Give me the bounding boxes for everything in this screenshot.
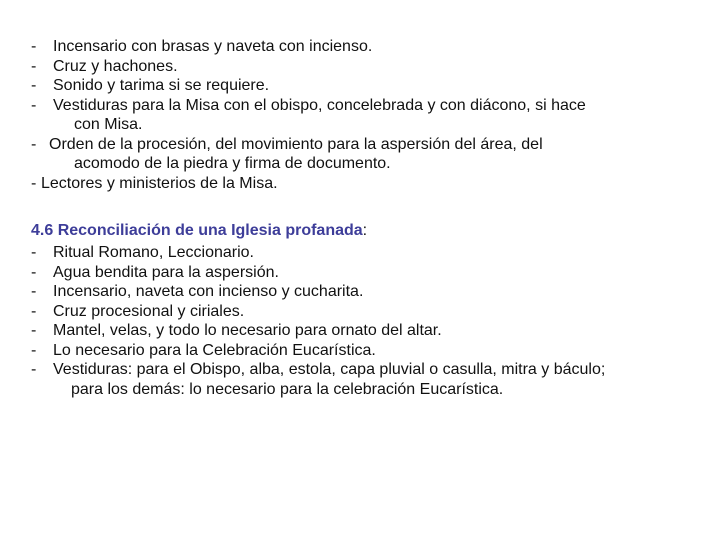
- list-dash: -: [31, 38, 37, 55]
- list-item-text: Orden de la procesión, del movimiento para la aspersión del área, del: [49, 135, 543, 153]
- list-dash: -: [31, 57, 37, 75]
- list-item: [31, 76, 711, 96]
- list-dash: -: [31, 302, 37, 320]
- list-dash: -: [31, 283, 37, 300]
- list-item: [31, 57, 711, 77]
- list-item: [31, 135, 711, 174]
- requirements-list: [31, 37, 711, 193]
- list-item-text: Lo necesario para la Celebración Eucarística.: [53, 341, 376, 359]
- list-item: [31, 96, 711, 135]
- section-title: Reconciliación de una Iglesia profanada: [57, 222, 363, 239]
- section-number: 4.6: [31, 222, 54, 239]
- list-dash: -: [31, 322, 37, 339]
- list-item: [31, 282, 716, 302]
- list-item: [31, 263, 716, 283]
- list-item: [31, 243, 716, 263]
- list-item-continuation: acomodo de la piedra y firma de documento.: [74, 155, 391, 172]
- list-dash: -: [31, 135, 37, 153]
- list-item: [31, 321, 716, 341]
- list-item: [31, 360, 716, 399]
- section-heading-colon: :: [362, 222, 368, 239]
- reconciliation-requirements-list: [31, 243, 716, 399]
- list-item-text: Agua bendita para la aspersión.: [53, 263, 279, 281]
- list-dash: -: [31, 77, 37, 94]
- list-item-text: Incensario con brasas y naveta con incienso.: [53, 38, 373, 55]
- list-dash: -: [31, 341, 37, 359]
- list-item: [31, 341, 716, 361]
- list-dash: -: [31, 361, 37, 378]
- list-item-text: Mantel, velas, y todo lo necesario para ornato del altar.: [53, 322, 442, 339]
- list-item: [31, 174, 711, 194]
- list-item-continuation: para los demás: lo necesario para la celebración Eucarística.: [71, 380, 504, 398]
- list-item-text: Sonido y tarima si se requiere.: [53, 77, 270, 94]
- list-item: [31, 37, 711, 57]
- list-item: [31, 302, 716, 322]
- list-dash: -: [31, 96, 37, 114]
- list-item-text: Lectores y ministerios de la Misa.: [41, 174, 278, 192]
- section-heading: [31, 221, 367, 241]
- list-item-text: Ritual Romano, Leccionario.: [53, 244, 254, 261]
- list-item-text: Vestiduras: para el Obispo, alba, estola, capa pluvial o casulla, mitra y báculo;: [53, 361, 606, 378]
- list-item-text: Incensario, naveta con incienso y cucharita.: [53, 283, 364, 300]
- list-item-text: Cruz procesional y ciriales.: [53, 302, 245, 320]
- list-dash: -: [31, 174, 37, 192]
- list-dash: -: [31, 244, 37, 261]
- list-dash: -: [31, 263, 37, 281]
- list-item-continuation: con Misa.: [74, 116, 143, 133]
- list-item-text: Cruz y hachones.: [53, 57, 178, 75]
- list-item-text: Vestiduras para la Misa con el obispo, concelebrada y con diácono, si hace: [53, 96, 586, 114]
